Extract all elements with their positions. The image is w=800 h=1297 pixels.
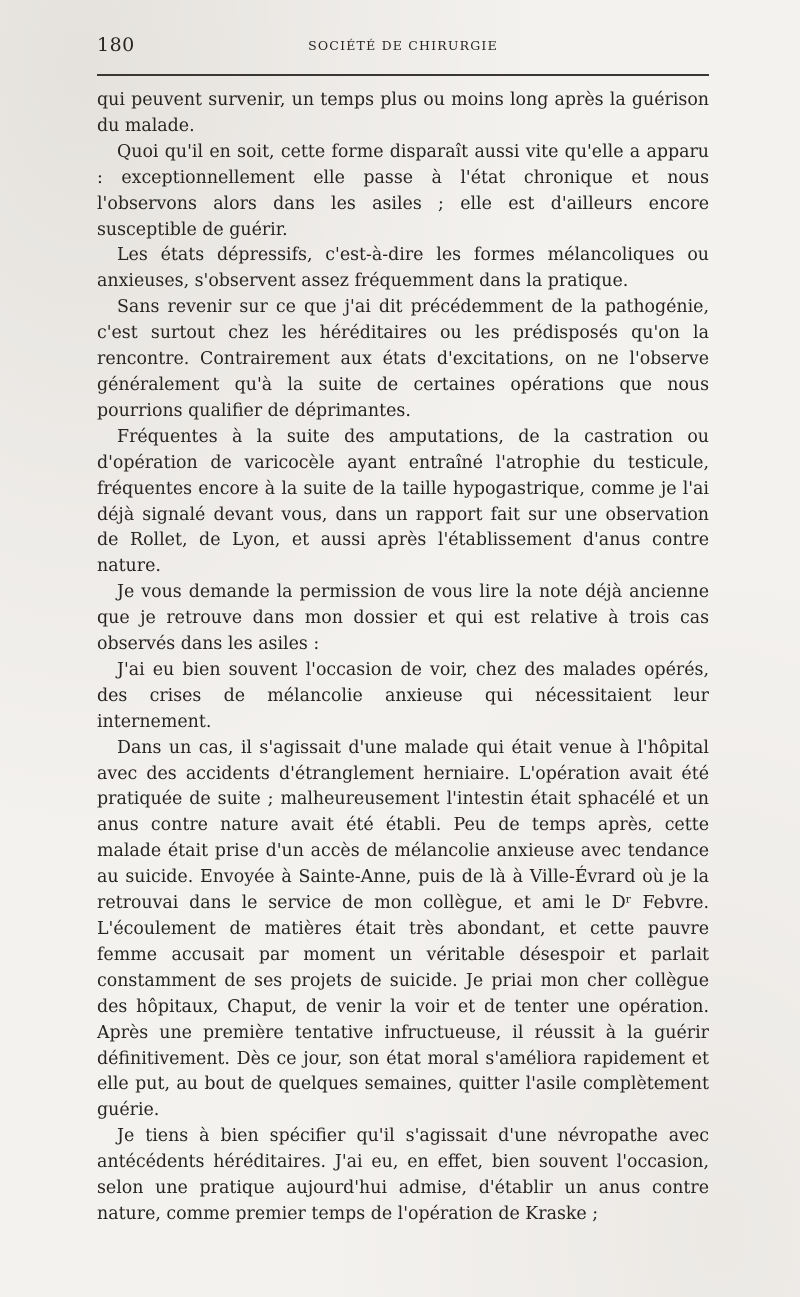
running-title: SOCIÉTÉ DE CHIRURGIE bbox=[308, 38, 498, 53]
paragraph: Je tiens à bien spécifier qu'il s'agissait d'une névropathe avec antécédents héréditaires. J'ai eu, en effet, bien souvent l'occasion, selon une pratique aujourd'hui admise, d'établir un anus contre nature, comme premier temps de l'opération de Kraske ; bbox=[97, 1126, 709, 1224]
paragraph: Je vous demande la permission de vous lire la note déjà ancienne que je retrouve dans mon dossier et qui est relative à trois cas observés dans les asiles : bbox=[97, 582, 709, 655]
body-text bbox=[97, 88, 709, 1228]
paragraph: Fréquentes à la suite des amputations, de la castration ou d'opération de varicocèle ayant entraîné l'atrophie du testicule, fréquentes encore à la suite de la taille hypogastrique, comme je l'ai déjà signalé devant vous, dans un rapport fait sur une observation de Rollet, de Lyon, et aussi après l'établissement d'anus contre nature. bbox=[97, 426, 709, 577]
paragraph: Les états dépressifs, c'est-à-dire les formes mélancoliques ou anxieuses, s'observent assez fréquemment dans la pratique. bbox=[97, 245, 709, 292]
page-number: 180 bbox=[97, 34, 135, 56]
paragraph: Dans un cas, il s'agissait d'une malade qui était venue à l'hôpital avec des accidents d'étranglement herniaire. L'opération avait été pratiquée de suite ; malheureusement l'intestin était sphacélé et un anus contre nature avait été établi. Peu de temps après, cette malade était prise d'un accès de mélancolie anxieuse avec tendance au suicide. Envoyée à Sainte-Anne, puis de là à Ville-Évrard où je la retrouvai dans le service de mon collègue, et ami le Dʳ Febvre. L'écoulement de matières était très abondant, et cette pauvre femme accusait par moment un véritable désespoir et parlait constamment de ses projets de suicide. Je priai mon cher collègue des hôpitaux, Chaput, de venir la voir et de tenter une opération. Après une première tentative infructueuse, il réussit à la guérir définitivement. Dès ce jour, son état moral s'améliora rapidement et elle put, au bout de quelques semaines, quitter l'asile complètement guérie. bbox=[97, 737, 709, 1121]
paragraph: Sans revenir sur ce que j'ai dit précédemment de la pathogénie, c'est surtout chez les héréditaires ou les prédisposés qu'on la rencontre. Contrairement aux états d'excitations, on ne l'observe généralement qu'à la suite de certaines opérations que nous pourrions qualifier de déprimantes. bbox=[97, 297, 709, 421]
header-rule bbox=[97, 74, 709, 76]
page-header bbox=[97, 34, 709, 62]
paragraph: J'ai eu bien souvent l'occasion de voir, chez des malades opérés, des crises de mélancolie anxieuse qui nécessitaient leur internement. bbox=[97, 659, 709, 732]
paragraph: qui peuvent survenir, un temps plus ou moins long après la guérison du malade. bbox=[97, 90, 709, 136]
paragraph: Quoi qu'il en soit, cette forme disparaît aussi vite qu'elle a apparu : exceptionnellement elle passe à l'état chronique et nous l'observons alors dans les asiles ; elle est d'ailleurs encore susceptible de guérir. bbox=[97, 141, 709, 240]
